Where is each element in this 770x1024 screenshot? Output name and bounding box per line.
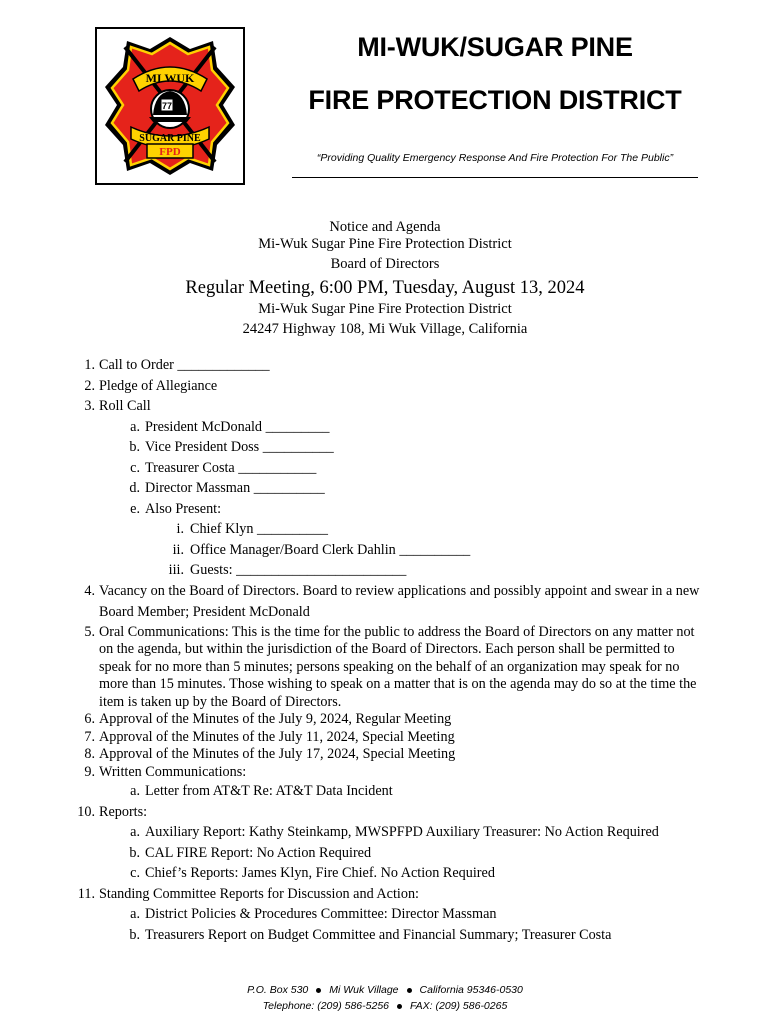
agenda-subitem: a. President McDonald _________ bbox=[130, 418, 330, 435]
notice-board: Board of Directors bbox=[330, 256, 440, 272]
meeting-title: Regular Meeting, 6:00 PM, Tuesday, August 13, 2024 bbox=[185, 278, 585, 298]
bullet-icon bbox=[407, 988, 412, 993]
district-name-line2: FIRE PROTECTION DISTRICT bbox=[308, 85, 682, 115]
logo-fpd-text: FPD bbox=[159, 146, 181, 158]
footer-address bbox=[0, 984, 770, 996]
fire-district-badge-icon bbox=[95, 27, 245, 185]
agenda-subitem: c. Chief’s Reports: James Klyn, Fire Chief. No Action Required bbox=[130, 865, 495, 881]
footer-village: Mi Wuk Village bbox=[329, 984, 399, 996]
agenda-item: 1. Call to Order _____________ bbox=[84, 357, 270, 373]
notice-heading: Notice and Agenda bbox=[329, 219, 441, 235]
agenda-subitem: b. Treasurers Report on Budget Committee and Financial Summary; Treasurer Costa bbox=[129, 926, 612, 943]
agenda-item: 3. Roll Call bbox=[84, 398, 151, 414]
notice-district: Mi-Wuk Sugar Pine Fire Protection District bbox=[258, 236, 512, 252]
logo-top-text: MI WUK bbox=[145, 71, 195, 85]
footer-telephone: Telephone: (209) 586-5256 bbox=[262, 1000, 390, 1012]
agenda-subitem: d. Director Massman __________ bbox=[129, 480, 325, 496]
agenda-subitem: a. Letter from AT&T Re: AT&T Data Incident bbox=[130, 783, 393, 799]
agenda-item: 8. Approval of the Minutes of the July 17, 2024, Special Meeting bbox=[84, 746, 456, 762]
agenda-subitem: e. Also Present: bbox=[130, 500, 222, 517]
agenda-subsubitem: i. Chief Klyn __________ bbox=[176, 521, 328, 537]
helmet-number: 77 bbox=[161, 101, 173, 111]
district-logo bbox=[95, 27, 245, 185]
footer-fax: FAX: (209) 586-0265 bbox=[410, 1000, 508, 1012]
agenda-item: 5. Oral Communications: This is the time for the public to address the Board of Directors on any matter not on the agenda, but within the jurisdiction of the Board of Directors. Each person shall be permitted to speak for no more than 5 minutes; persons speaking on the behalf of an organization may speak for no more than 15 minutes. Those wishing to speak on a matter that is on the agenda may do so at the time the item is taken up by the Board of Directors. bbox=[84, 623, 697, 710]
location-name: Mi-Wuk Sugar Pine Fire Protection District bbox=[258, 301, 512, 317]
header-rule bbox=[292, 177, 698, 178]
location-address: 24247 Highway 108, Mi Wuk Village, California bbox=[242, 321, 528, 337]
agenda-item: 4. Vacancy on the Board of Directors. Board to review applications and possibly appoint and swear in a new Board Member; President McDonald bbox=[84, 582, 700, 620]
footer-contact bbox=[0, 1000, 770, 1012]
agenda-item: 7. Approval of the Minutes of the July 11, 2024, Special Meeting bbox=[84, 728, 455, 745]
agenda-item: 6. Approval of the Minutes of the July 9, 2024, Regular Meeting bbox=[84, 711, 452, 727]
agenda-subitem: c. Treasurer Costa ___________ bbox=[130, 459, 317, 476]
agenda-subitem: a. District Policies & Procedures Committee: Director Massman bbox=[130, 906, 497, 922]
agenda-subsubitem: ii. Office Manager/Board Clerk Dahlin __________ bbox=[172, 541, 471, 558]
agenda-item: 2. Pledge of Allegiance bbox=[84, 377, 218, 394]
tagline: “Providing Quality Emergency Response And Fire Protection For The Public” bbox=[316, 152, 674, 164]
agenda-item: 9. Written Communications: bbox=[84, 763, 247, 780]
agenda-item: 10. Reports: bbox=[77, 803, 148, 820]
district-name-line1: MI-WUK/SUGAR PINE bbox=[357, 32, 633, 62]
agenda-subitem: b. Vice President Doss __________ bbox=[129, 439, 334, 455]
agenda-list bbox=[0, 355, 770, 945]
footer-state-zip: California 95346-0530 bbox=[419, 984, 523, 996]
agenda-item: 11. Standing Committee Reports for Discussion and Action: bbox=[77, 885, 419, 902]
bullet-icon bbox=[316, 988, 321, 993]
logo-band-text: SUGAR PINE bbox=[139, 133, 201, 144]
footer-po-box: P.O. Box 530 bbox=[247, 984, 309, 996]
agenda-subitem: b. CAL FIRE Report: No Action Required bbox=[129, 844, 372, 861]
agenda-subsubitem: iii. Guests: ________________________ bbox=[168, 562, 407, 578]
bullet-icon bbox=[397, 1004, 402, 1009]
agenda-subitem: a. Auxiliary Report: Kathy Steinkamp, MWSPFPD Auxiliary Treasurer: No Action Required bbox=[130, 824, 659, 840]
